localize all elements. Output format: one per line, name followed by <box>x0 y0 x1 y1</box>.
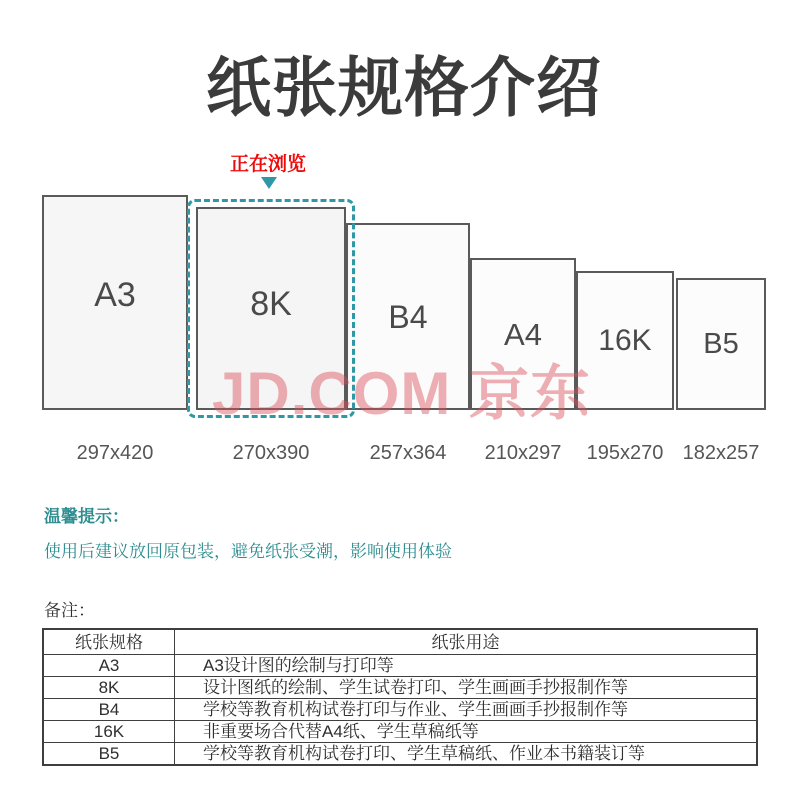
paper-box-a3 <box>42 195 188 410</box>
table-row <box>43 655 757 677</box>
paper-dimensions-a4: 210x297 <box>484 442 562 464</box>
paper-box-b5 <box>676 278 766 410</box>
page-title: 纸张规格介绍 <box>205 51 602 124</box>
usage-column-header: 纸张用途 <box>175 629 758 655</box>
paper-dimensions-16k: 195x270 <box>586 442 664 464</box>
paper-dimensions-8k: 270x390 <box>232 442 310 464</box>
usage-cell: 学校等教育机构试卷打印与作业、学生画画手抄报制作等 <box>175 699 758 721</box>
arrow-down-icon <box>261 177 277 189</box>
paper-usage-table <box>42 628 758 766</box>
paper-label: B4 <box>388 298 428 335</box>
spec-cell: B5 <box>43 743 175 766</box>
spec-cell: B4 <box>43 699 175 721</box>
paper-label: A4 <box>504 316 542 352</box>
spec-cell: 16K <box>43 721 175 743</box>
usage-cell: 非重要场合代替A4纸、学生草稿纸等 <box>175 721 758 743</box>
table-row <box>43 699 757 721</box>
jd-watermark: JD.COM 京东 <box>212 360 592 427</box>
table-row <box>43 721 757 743</box>
usage-cell: 设计图纸的绘制、学生试卷打印、学生画画手抄报制作等 <box>175 677 758 699</box>
paper-dimensions-b4: 257x364 <box>369 442 447 464</box>
spec-cell: A3 <box>43 655 175 677</box>
tips-heading: 温馨提示： <box>44 507 129 526</box>
table-row <box>43 677 757 699</box>
paper-dimensions-b5: 182x257 <box>682 442 760 464</box>
spec-column-header: 纸张规格 <box>43 629 175 655</box>
table-header-row <box>43 629 757 655</box>
notes-heading: 备注： <box>44 601 95 620</box>
paper-dimensions-a3: 297x420 <box>76 442 154 464</box>
tips-body: 使用后建议放回原包装，避免纸张受潮，影响使用体验 <box>44 542 452 561</box>
spec-cell: 8K <box>43 677 175 699</box>
usage-cell: A3设计图的绘制与打印等 <box>175 655 758 677</box>
table-row <box>43 743 757 766</box>
currently-viewing-label: 正在浏览 <box>230 154 307 175</box>
paper-label: 16K <box>598 323 652 357</box>
usage-cell: 学校等教育机构试卷打印、学生草稿纸、作业本书籍装订等 <box>175 743 758 766</box>
paper-label: 8K <box>250 284 292 323</box>
paper-label: A3 <box>94 275 136 314</box>
paper-label: B5 <box>703 327 739 360</box>
